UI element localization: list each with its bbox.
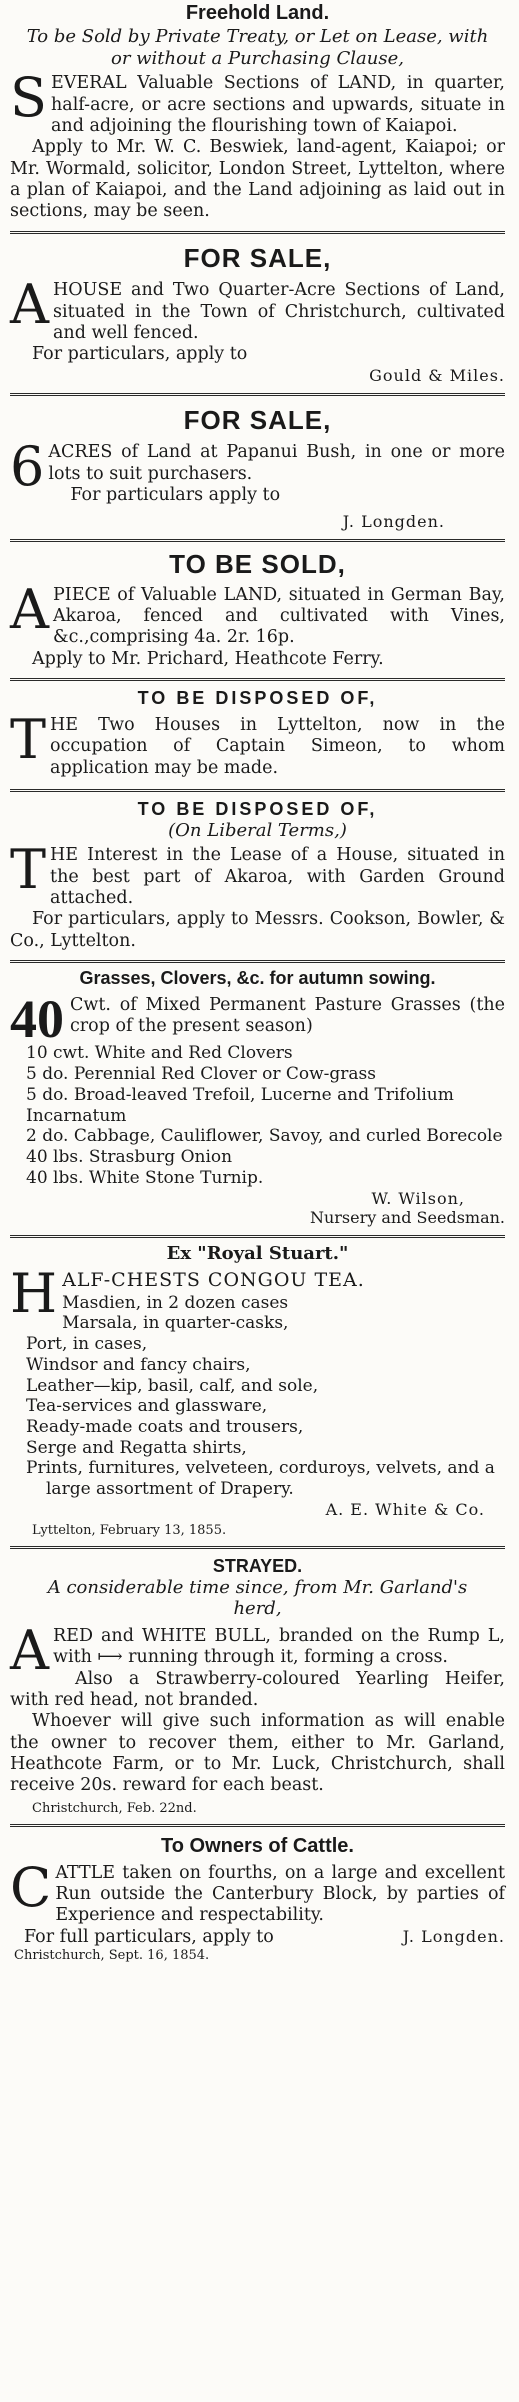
list-item: 10 cwt. White and Red Clovers [26, 1043, 293, 1064]
ad-title: TO BE DISPOSED OF, [137, 688, 378, 709]
ad-title: FOR SALE, [183, 404, 332, 435]
list-item: 5 do. Broad-leaved Trefoil, Lucerne and Trifolium Incarnatum [26, 1084, 454, 1126]
ad-signature: Gould & Miles. [369, 365, 505, 385]
ad-body: AHOUSE and Two Quarter-Acre Sections of Land, situated in the Town of Christchurch, cultivated and well fenced. [10, 273, 505, 343]
ad-title: Ex "Royal Stuart." [166, 1242, 349, 1264]
ad-title: To Owners of Cattle. [161, 1834, 354, 1857]
lead-text: Cwt. of Mixed Permanent Pasture Grasses (the crop of the present season) [70, 994, 505, 1037]
ad-date: Lyttelton, February 13, 1855. [32, 1522, 227, 1538]
list-item: 2 do. Cabbage, Cauliflower, Savoy, and curled Borecole [26, 1126, 503, 1147]
ad-body-2: Also a Strawberry-coloured Yearling Heifer, with red head, not branded. [10, 1668, 505, 1710]
ad-subtitle: A considerable time since, from Mr. Garland's herd, [47, 1576, 468, 1620]
ad-body: APIECE of Valuable LAND, situated in German Bay, Akaroa, fenced and cultivated with Vines, &c.,comprising 4a. 2r. 16p. [10, 577, 505, 648]
ad-signature: W. Wilson, [371, 1188, 465, 1208]
list-item: 40 lbs. Strasburg Onion [26, 1147, 233, 1168]
list-item: 5 do. Perennial Red Clover or Cow-grass [26, 1064, 376, 1085]
ad-signature: J. Longden. [342, 512, 445, 532]
ad-date: Christchurch, Feb. 22nd. [32, 1800, 197, 1816]
list-item: Windsor and fancy chairs, [26, 1354, 251, 1375]
ad-body-2: Apply to Mr. W. C. Beswiek, land-agent, Kaiapoi; or Mr. Wormald, solicitor, London Street, Lyttelton, where a plan of Kaiapoi, and the Land adjoining as laid out in sections, may be seen. [10, 137, 505, 222]
ad-body-2: Apply to Mr. Prichard, Heathcote Ferry. [32, 648, 384, 669]
ad-body: THE Two Houses in Lyttelton, now in the occupation of Captain Simeon, to whom application may be made. [10, 707, 505, 778]
ad-title: Freehold Land. [185, 2, 330, 24]
ad-subtitle: To be Sold by Private Treaty, or Let on Lease, with or without a Purchasing Clause, [26, 26, 489, 69]
ad-disposed-houses [10, 681, 505, 779]
ad-body-3: Whoever will give such information as will enable the owner to recover them, either to Mr. Garland, Heathcote Farm, or to Mr. Luck, Christchurch, shall receive 20s. reward for each beast. [10, 1711, 505, 1796]
list-item: Masdien, in 2 dozen cases [62, 1292, 289, 1313]
ad-body: SEVERAL Valuable Sections of LAND, in quarter, half-acre, or acre sections and upwards, situate in and adjoining the flourishing town of Kaiapoi. [10, 66, 505, 136]
ad-body-2: For particulars, apply to [32, 344, 248, 365]
ad-signature: J. Longden. [402, 1926, 505, 1946]
list-item: Ready-made coats and trousers, [26, 1417, 304, 1437]
ad-body: CATTLE taken on fourths, on a large and excellent Run outside the Canterbury Block, by parties of Experience and respectability. [10, 1855, 505, 1926]
ad-strayed [10, 1549, 505, 1816]
lead-number: 40 [10, 994, 64, 1044]
ad-date: Christchurch, Sept. 16, 1854. [14, 1948, 210, 1964]
ad-body-2: For full particulars, apply to [24, 1926, 274, 1947]
ad-title: STRAYED. [212, 1555, 303, 1576]
ad-to-be-sold [10, 542, 505, 670]
ad-disposed-lease [10, 792, 505, 952]
ad-lead [10, 995, 505, 1044]
ad-grasses [10, 963, 505, 1227]
list-item: Tea-services and glassware, [26, 1396, 268, 1417]
list-item: Port, in cases, [26, 1334, 148, 1355]
list-item: Leather—kip, basil, calf, and sole, [26, 1375, 319, 1396]
list-item: 40 lbs. White Stone Turnip. [26, 1167, 264, 1188]
list-item: Marsala, in quarter-casks, [62, 1313, 289, 1334]
ad-lead: HALF-CHESTS CONGOU TEA. [10, 1262, 365, 1326]
list-item: Prints, furnitures, velveteen, corduroys, velvets, and a large assortment of Drapery. [26, 1458, 495, 1500]
ad-body: ARED and WHITE BULL, branded on the Rump L, with ⟼ running through it, forming a cross. [10, 1618, 505, 1682]
ad-freehold-land [10, 0, 505, 223]
ad-signature-2: Nursery and Seedsman. [309, 1207, 505, 1227]
ad-owners-of-cattle [10, 1827, 505, 1963]
ad-title: TO BE DISPOSED OF, [137, 798, 378, 819]
ad-title: Grasses, Clovers, &c. for autumn sowing. [79, 968, 436, 989]
ad-subtitle: (On Liberal Terms,) [168, 819, 347, 841]
ad-body: THE Interest in the Lease of a House, situated in the best part of Akaroa, with Garden Ground attached. [10, 838, 505, 909]
list-item: Serge and Regatta shirts, [26, 1437, 247, 1458]
ad-for-sale-house [10, 234, 505, 385]
ad-title: FOR SALE, [183, 242, 332, 273]
ad-footer-line [10, 1927, 505, 1948]
ad-title: TO BE SOLD, [169, 549, 346, 580]
ad-body-2: For particulars, apply to Messrs. Cookson, Bowler, & Co., Lyttelton. [10, 909, 505, 951]
ad-signature: A. E. White & Co. [325, 1499, 485, 1519]
ad-body-2: For particulars apply to [70, 484, 281, 505]
item-list [10, 1293, 505, 1500]
ad-body: 6ACRES of Land at Papanui Bush, in one or more lots to suit purchasers. [10, 435, 505, 499]
ad-for-sale-acres [10, 396, 505, 532]
ad-royal-stuart [10, 1238, 505, 1538]
item-list [10, 1043, 505, 1188]
